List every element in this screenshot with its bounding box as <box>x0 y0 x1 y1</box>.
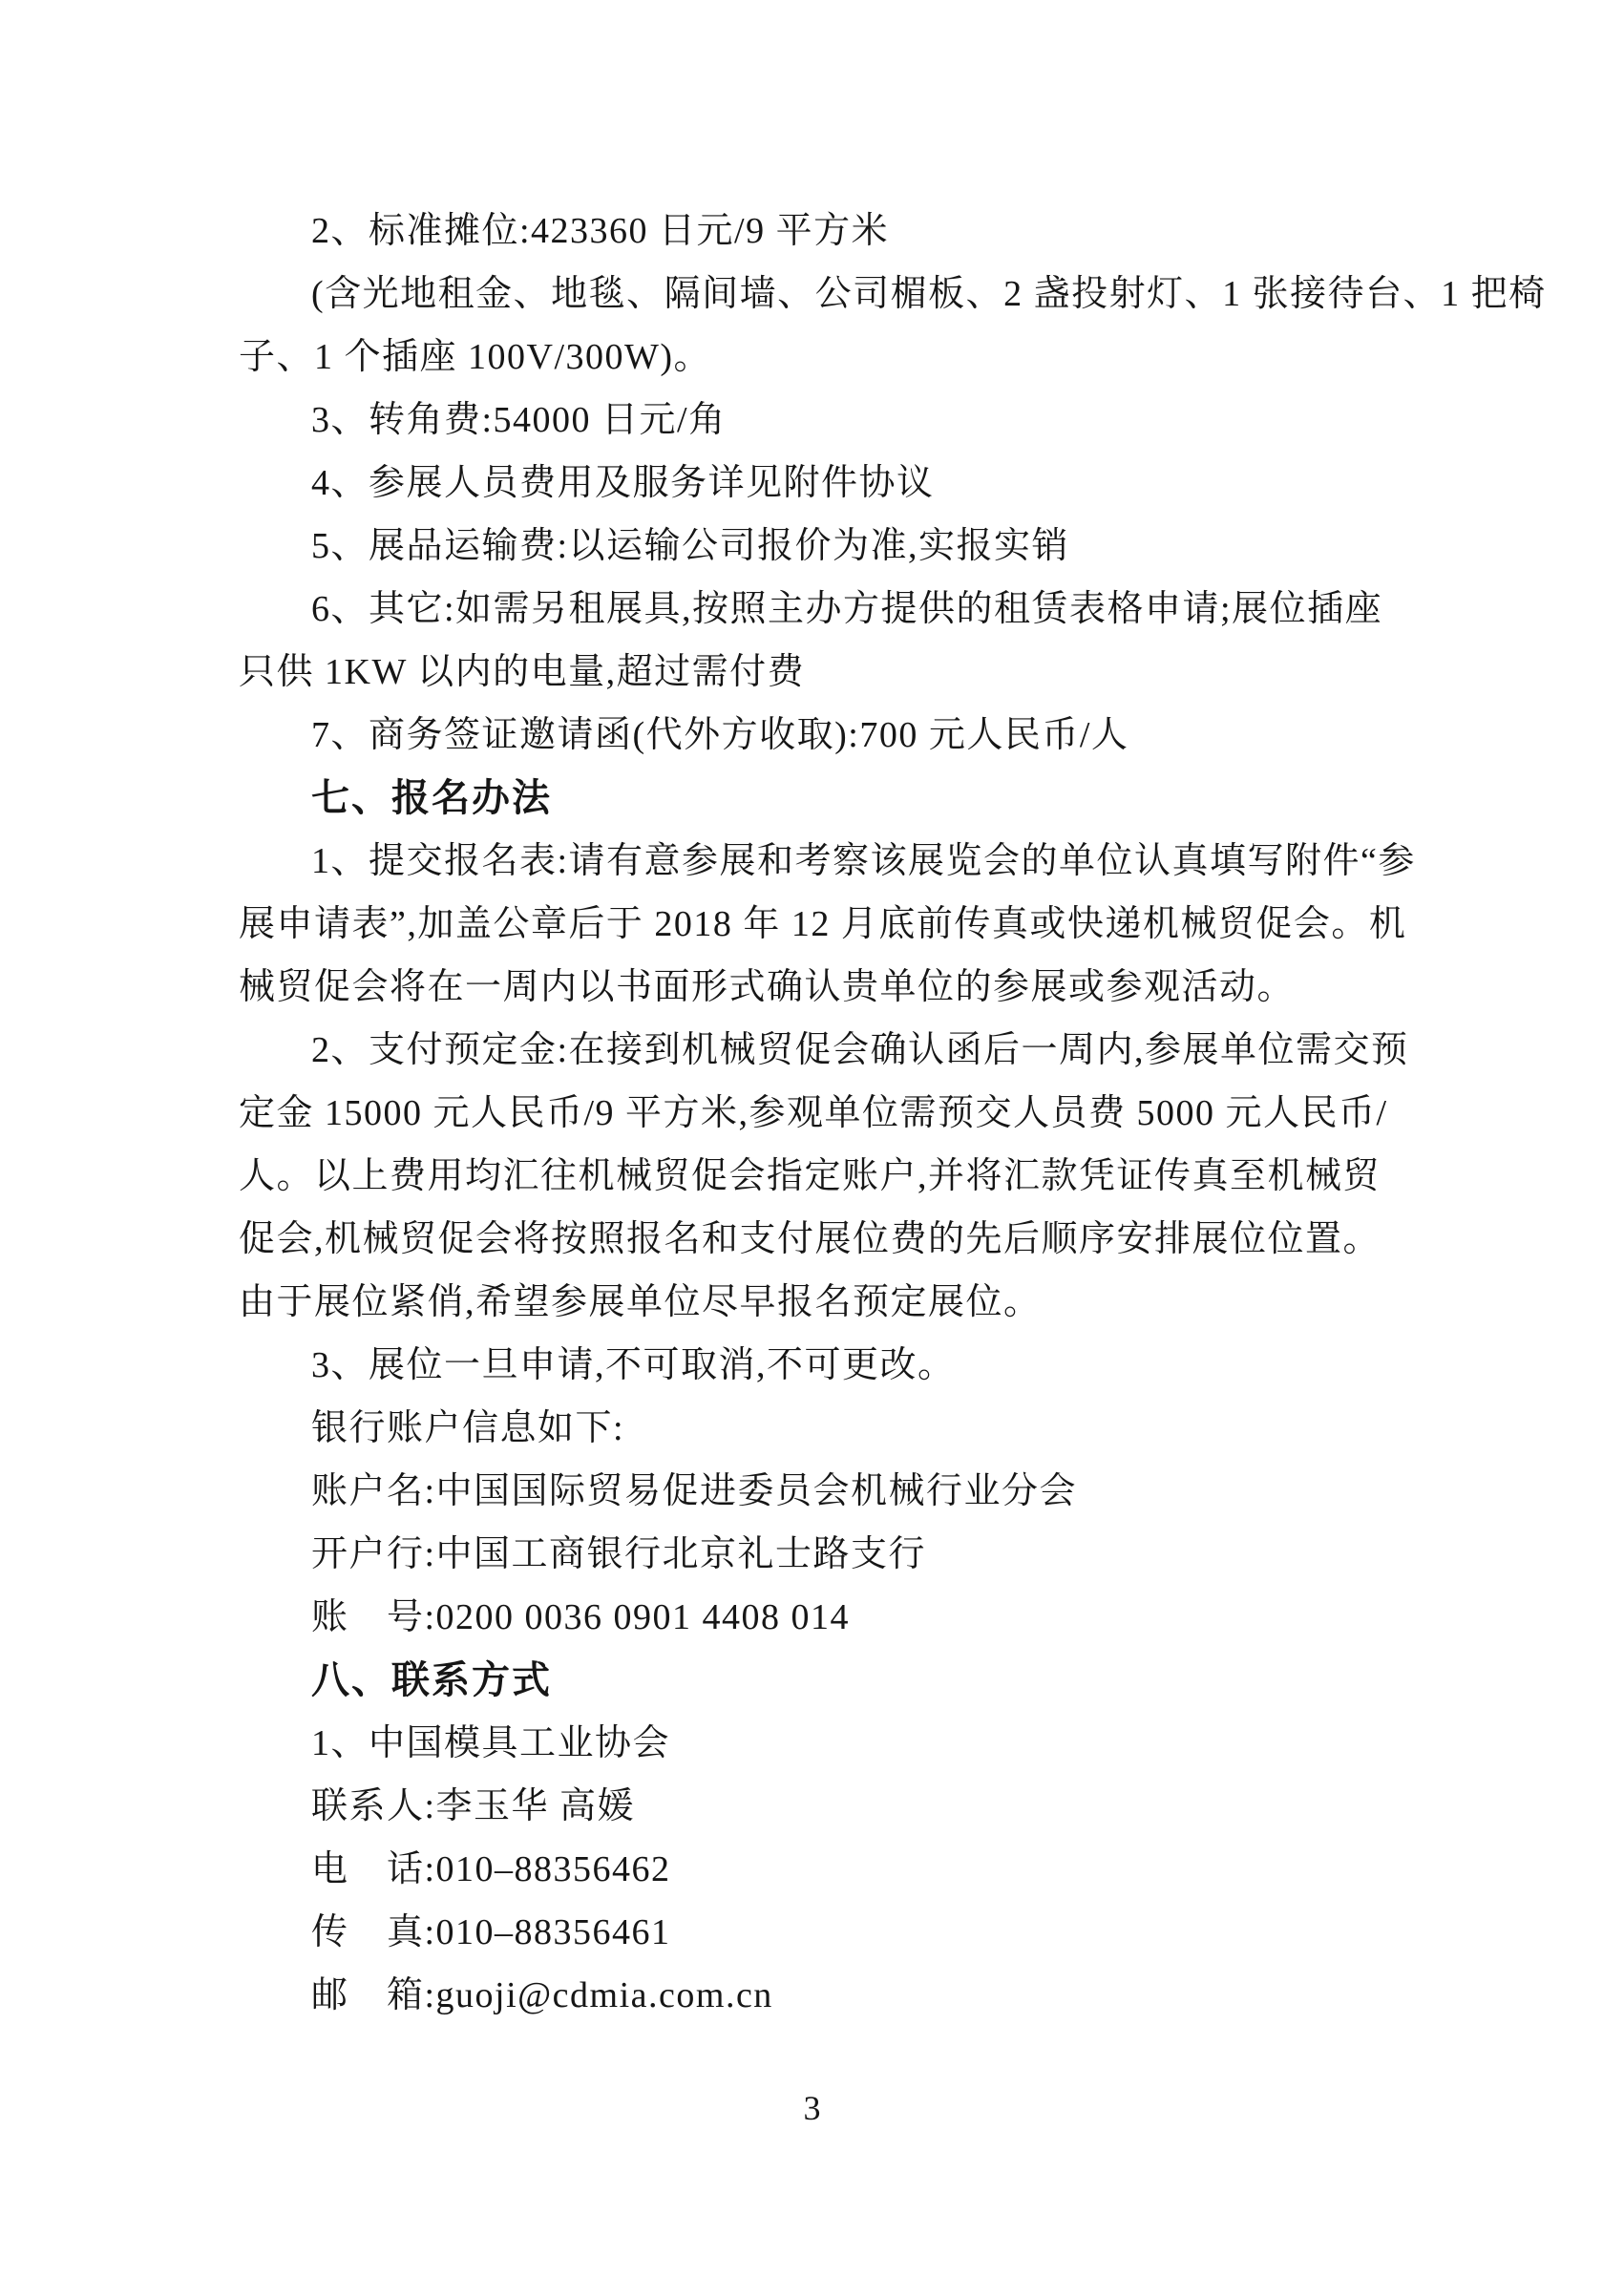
section-heading-registration: 七、报名办法 <box>311 777 552 819</box>
text-line-phone: 电 话:010–88356462 <box>311 1849 671 1889</box>
text-line-association: 1、中国模具工业协会 <box>311 1723 671 1763</box>
text-line-account-name: 账户名:中国国际贸易促进委员会机械行业分会 <box>311 1471 1078 1511</box>
text-line-corner-fee: 3、转角费:54000 日元/角 <box>311 400 727 440</box>
document-body <box>239 200 1547 2027</box>
text-line-deposit-cont2: 人。以上费用均汇往机械贸促会指定账户,并将汇款凭证传真至机械贸 <box>239 1156 1381 1196</box>
text-line-no-cancel: 3、展位一旦申请,不可取消,不可更改。 <box>311 1345 956 1385</box>
text-line-booth-includes-cont: 子、1 个插座 100V/300W)。 <box>239 337 712 377</box>
text-line-deposit-cont4: 由于展位紧俏,希望参展单位尽早报名预定展位。 <box>239 1282 1042 1322</box>
page-number: 3 <box>803 2089 821 2127</box>
text-line-deposit-cont1: 定金 15000 元人民币/9 平方米,参观单位需预交人员费 5000 元人民币/ <box>239 1093 1388 1133</box>
text-line-personnel-fee: 4、参展人员费用及服务详见附件协议 <box>311 463 935 503</box>
text-line-visa-invitation-fee: 7、商务签证邀请函(代外方收取):700 元人民币/人 <box>311 715 1129 755</box>
text-line-submit-form-cont1: 展申请表”,加盖公章后于 2018 年 12 月底前传真或快递机械贸促会。机 <box>239 904 1407 944</box>
text-line-deposit: 2、支付预定金:在接到机械贸促会确认函后一周内,参展单位需交预 <box>311 1030 1409 1070</box>
text-line-submit-form: 1、提交报名表:请有意参展和考察该展览会的单位认真填写附件“参 <box>311 841 1416 881</box>
text-line-bank-info-intro: 银行账户信息如下: <box>311 1408 625 1448</box>
text-line-email: 邮 箱:guoji@cdmia.com.cn <box>311 1975 773 2015</box>
text-line-bank-branch: 开户行:中国工商银行北京礼士路支行 <box>311 1534 927 1574</box>
text-line-other-fee: 6、其它:如需另租展具,按照主办方提供的租赁表格申请;展位插座 <box>311 589 1383 629</box>
text-line-standard-booth-fee: 2、标准摊位:423360 日元/9 平方米 <box>311 211 890 251</box>
text-line-other-fee-cont: 只供 1KW 以内的电量,超过需付费 <box>239 652 806 692</box>
text-line-account-number: 账 号:0200 0036 0901 4408 014 <box>311 1597 851 1637</box>
text-line-shipping-fee: 5、展品运输费:以运输公司报价为准,实报实销 <box>311 526 1070 566</box>
text-line-deposit-cont3: 促会,机械贸促会将按照报名和支付展位费的先后顺序安排展位位置。 <box>239 1219 1381 1259</box>
section-heading-contact: 八、联系方式 <box>311 1659 552 1701</box>
text-line-fax: 传 真:010–88356461 <box>311 1912 671 1952</box>
text-line-contact-person: 联系人:李玉华 高媛 <box>311 1786 636 1826</box>
text-line-submit-form-cont2: 械贸促会将在一周内以书面形式确认贵单位的参展或参观活动。 <box>239 967 1296 1007</box>
text-line-booth-includes: (含光地租金、地毯、隔间墙、公司楣板、2 盏投射灯、1 张接待台、1 把椅 <box>311 274 1547 314</box>
